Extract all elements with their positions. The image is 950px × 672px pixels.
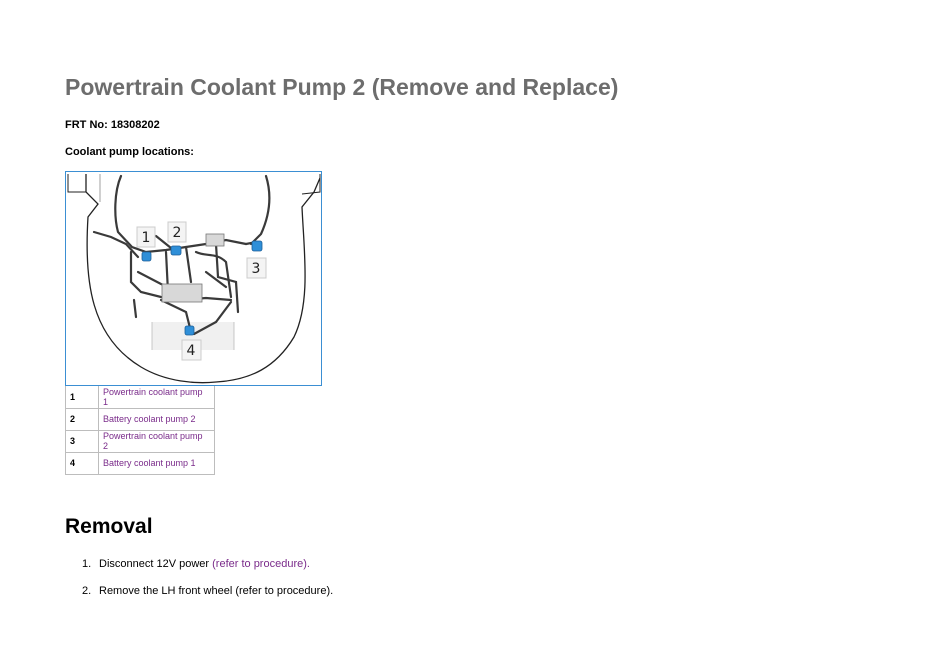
step-suffix: . xyxy=(306,558,310,570)
table-row xyxy=(66,386,215,408)
pump-3-marker xyxy=(252,241,262,251)
vehicle-harness-illustration xyxy=(66,172,321,385)
page-title: Powertrain Coolant Pump 2 (Remove and Replace) xyxy=(65,74,619,100)
callout-3: 3 xyxy=(251,261,261,277)
locations-heading: Coolant pump locations: xyxy=(65,146,194,158)
coolant-pump-diagram xyxy=(65,171,322,386)
step-number: 1. xyxy=(82,558,92,570)
removal-heading: Removal xyxy=(65,515,153,538)
legend-label[interactable]: Battery coolant pump 1 xyxy=(99,452,215,474)
frt-number: FRT No: 18308202 xyxy=(65,119,160,131)
table-row xyxy=(66,452,215,474)
legend-number: 4 xyxy=(66,452,99,474)
pump-4-marker xyxy=(185,326,194,335)
procedure-link[interactable]: (refer to procedure) xyxy=(212,558,307,570)
table-row xyxy=(66,408,215,430)
legend-number: 3 xyxy=(66,430,99,452)
list-item xyxy=(82,558,333,585)
callout-4: 4 xyxy=(186,343,196,359)
legend-label[interactable]: Battery coolant pump 2 xyxy=(99,408,215,430)
pump-legend-table xyxy=(65,386,215,475)
legend-number: 2 xyxy=(66,408,99,430)
step-text: Disconnect 12V power xyxy=(99,558,213,570)
callout-2: 2 xyxy=(172,225,182,241)
table-row xyxy=(66,430,215,452)
legend-label[interactable]: Powertrain coolant pump 1 xyxy=(99,386,215,408)
pump-2-marker xyxy=(171,246,181,255)
step-number: 2. xyxy=(82,585,92,597)
list-item xyxy=(82,585,333,612)
step-text: Remove the LH front wheel (refer to procedure). xyxy=(99,585,334,597)
pump-1-marker xyxy=(142,252,151,261)
legend-label[interactable]: Powertrain coolant pump 2 xyxy=(99,430,215,452)
callout-1: 1 xyxy=(141,230,151,246)
removal-steps xyxy=(82,558,333,612)
legend-number: 1 xyxy=(66,386,99,408)
